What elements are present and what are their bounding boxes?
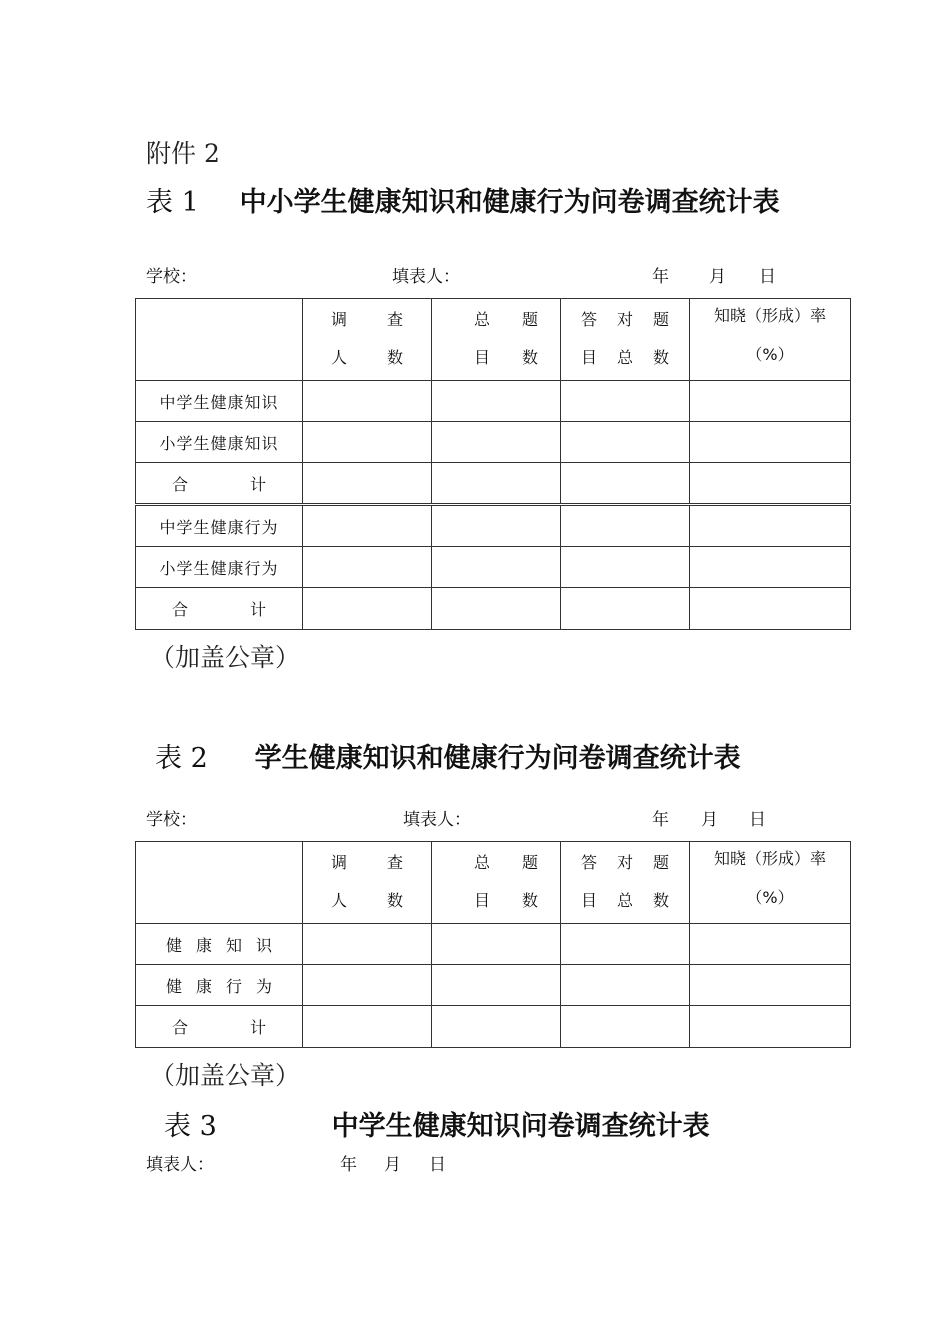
data-cell[interactable] bbox=[303, 547, 432, 588]
data-cell[interactable] bbox=[432, 547, 561, 588]
row-label: 小学生健康行为 bbox=[136, 547, 303, 588]
table1-month-label: 月 bbox=[709, 267, 726, 287]
data-cell[interactable] bbox=[303, 965, 432, 1006]
table2-header-awareness-rate bbox=[690, 842, 851, 924]
table2-header-row bbox=[136, 842, 851, 924]
data-cell[interactable] bbox=[690, 588, 851, 630]
data-cell[interactable] bbox=[303, 588, 432, 630]
row-label-total bbox=[136, 588, 303, 630]
data-cell[interactable] bbox=[690, 505, 851, 547]
data-cell[interactable] bbox=[561, 547, 690, 588]
data-cell[interactable] bbox=[432, 588, 561, 630]
table-row bbox=[136, 422, 851, 463]
header-char: 调 bbox=[331, 852, 348, 872]
table1-title-number: 表 1 bbox=[146, 187, 199, 218]
data-cell[interactable] bbox=[561, 381, 690, 422]
header-char: 总 bbox=[616, 890, 633, 910]
total-char: 计 bbox=[249, 600, 266, 619]
row-label-health-behavior bbox=[136, 965, 303, 1006]
table2-title bbox=[155, 736, 741, 775]
table1-title bbox=[146, 180, 780, 219]
header-text: 知晓（形成）率 bbox=[713, 305, 826, 325]
data-cell[interactable] bbox=[432, 965, 561, 1006]
header-text: 知晓（形成）率 bbox=[713, 848, 826, 868]
data-cell[interactable] bbox=[432, 463, 561, 505]
header-char: 数 bbox=[652, 347, 669, 367]
data-cell[interactable] bbox=[690, 965, 851, 1006]
table1-header-blank bbox=[136, 299, 303, 381]
table3-year-label: 年 bbox=[340, 1155, 357, 1175]
data-cell[interactable] bbox=[432, 422, 561, 463]
data-cell[interactable] bbox=[690, 422, 851, 463]
table-row-total bbox=[136, 588, 851, 630]
header-text: （%） bbox=[746, 887, 794, 907]
data-cell[interactable] bbox=[561, 588, 690, 630]
total-char: 合 bbox=[172, 600, 189, 619]
table-row-total bbox=[136, 1006, 851, 1048]
table-row bbox=[136, 547, 851, 588]
table2-month-label: 月 bbox=[701, 810, 718, 830]
header-char: 目 bbox=[581, 347, 598, 367]
label-char: 健 bbox=[166, 976, 183, 996]
data-cell[interactable] bbox=[303, 1006, 432, 1048]
header-char: 对 bbox=[616, 852, 633, 872]
label-char: 健 bbox=[166, 935, 183, 955]
header-char: 总 bbox=[616, 347, 633, 367]
data-cell[interactable] bbox=[561, 463, 690, 505]
table2-title-text: 学生健康知识和健康行为问卷调查统计表 bbox=[254, 743, 741, 774]
header-char: 答 bbox=[581, 852, 598, 872]
table3-day-label: 日 bbox=[429, 1155, 446, 1175]
table1-title-text: 中小学生健康知识和健康行为问卷调查统计表 bbox=[239, 187, 780, 218]
total-char: 合 bbox=[172, 474, 189, 494]
table-row-total bbox=[136, 463, 851, 505]
header-char: 总 bbox=[474, 852, 491, 872]
table-row bbox=[136, 505, 851, 547]
header-char: 目 bbox=[474, 347, 491, 367]
label-char: 康 bbox=[195, 976, 212, 996]
header-char: 人 bbox=[331, 347, 348, 367]
table3-title-number: 表 3 bbox=[164, 1111, 217, 1142]
header-char: 目 bbox=[581, 890, 598, 910]
table2-day-label: 日 bbox=[749, 810, 766, 830]
label-char: 为 bbox=[255, 976, 272, 996]
table3-title bbox=[164, 1104, 710, 1143]
table1-seal-note: （加盖公章） bbox=[150, 643, 301, 672]
table1-year-label: 年 bbox=[652, 267, 669, 287]
table-row bbox=[136, 965, 851, 1006]
data-cell[interactable] bbox=[561, 1006, 690, 1048]
table2-filler-label: 填表人： bbox=[403, 810, 471, 830]
total-char: 合 bbox=[172, 1018, 189, 1037]
data-cell[interactable] bbox=[432, 505, 561, 547]
table3-title-text: 中学生健康知识问卷调查统计表 bbox=[331, 1111, 710, 1142]
table2-grid bbox=[135, 841, 851, 1048]
table1-header-awareness-rate bbox=[690, 299, 851, 381]
table2-seal-note: （加盖公章） bbox=[150, 1061, 301, 1090]
total-char: 计 bbox=[249, 1018, 266, 1037]
row-label: 中学生健康行为 bbox=[136, 505, 303, 547]
header-char: 数 bbox=[386, 347, 403, 367]
header-char: 调 bbox=[331, 309, 348, 329]
label-char: 知 bbox=[225, 935, 242, 955]
data-cell[interactable] bbox=[690, 463, 851, 505]
header-char: 查 bbox=[386, 309, 403, 329]
table1-header-correct-answers bbox=[561, 299, 690, 381]
data-cell[interactable] bbox=[561, 965, 690, 1006]
label-char: 行 bbox=[225, 976, 242, 996]
table1-header-row bbox=[136, 299, 851, 381]
data-cell[interactable] bbox=[561, 924, 690, 965]
data-cell[interactable] bbox=[561, 422, 690, 463]
data-cell[interactable] bbox=[303, 505, 432, 547]
data-cell[interactable] bbox=[432, 924, 561, 965]
total-char: 计 bbox=[249, 474, 266, 494]
header-char: 题 bbox=[652, 852, 669, 872]
header-char: 数 bbox=[652, 890, 669, 910]
table2-header-survey-count bbox=[303, 842, 432, 924]
table2-year-label: 年 bbox=[652, 810, 669, 830]
table2-header-blank bbox=[136, 842, 303, 924]
table3-filler-label: 填表人： bbox=[146, 1155, 214, 1175]
header-char: 对 bbox=[616, 309, 633, 329]
data-cell[interactable] bbox=[432, 381, 561, 422]
table3-month-label: 月 bbox=[384, 1155, 401, 1175]
header-char: 人 bbox=[331, 890, 348, 910]
header-char: 总 bbox=[474, 309, 491, 329]
data-cell[interactable] bbox=[303, 381, 432, 422]
table2-header-total-questions bbox=[432, 842, 561, 924]
row-label-total bbox=[136, 1006, 303, 1048]
table2-header-correct-answers bbox=[561, 842, 690, 924]
table1-header-total-questions bbox=[432, 299, 561, 381]
data-cell[interactable] bbox=[690, 1006, 851, 1048]
row-label: 中学生健康知识 bbox=[136, 381, 303, 422]
label-char: 康 bbox=[195, 935, 212, 955]
data-cell[interactable] bbox=[303, 422, 432, 463]
header-text: （%） bbox=[746, 344, 794, 364]
data-cell[interactable] bbox=[690, 381, 851, 422]
header-char: 题 bbox=[521, 309, 538, 329]
data-cell[interactable] bbox=[432, 1006, 561, 1048]
header-char: 数 bbox=[386, 890, 403, 910]
row-label: 小学生健康知识 bbox=[136, 422, 303, 463]
label-char: 识 bbox=[255, 935, 272, 955]
header-char: 题 bbox=[521, 852, 538, 872]
header-char: 答 bbox=[581, 309, 598, 329]
table2-school-label: 学校： bbox=[146, 810, 197, 830]
table-row bbox=[136, 381, 851, 422]
row-label-total bbox=[136, 463, 303, 505]
data-cell[interactable] bbox=[561, 505, 690, 547]
table-row bbox=[136, 924, 851, 965]
table1-filler-label: 填表人： bbox=[392, 267, 460, 287]
table1-header-survey-count bbox=[303, 299, 432, 381]
header-char: 查 bbox=[386, 852, 403, 872]
header-char: 题 bbox=[652, 309, 669, 329]
data-cell[interactable] bbox=[690, 924, 851, 965]
table1-school-label: 学校： bbox=[146, 267, 197, 287]
table1-grid bbox=[135, 298, 851, 630]
header-char: 数 bbox=[521, 890, 538, 910]
table2-title-number: 表 2 bbox=[155, 743, 208, 774]
data-cell[interactable] bbox=[303, 924, 432, 965]
header-char: 数 bbox=[521, 347, 538, 367]
header-char: 目 bbox=[474, 890, 491, 910]
table1-day-label: 日 bbox=[759, 267, 776, 287]
row-label-health-knowledge bbox=[136, 924, 303, 965]
data-cell[interactable] bbox=[303, 463, 432, 505]
attachment-label: 附件 2 bbox=[146, 139, 220, 168]
data-cell[interactable] bbox=[690, 547, 851, 588]
